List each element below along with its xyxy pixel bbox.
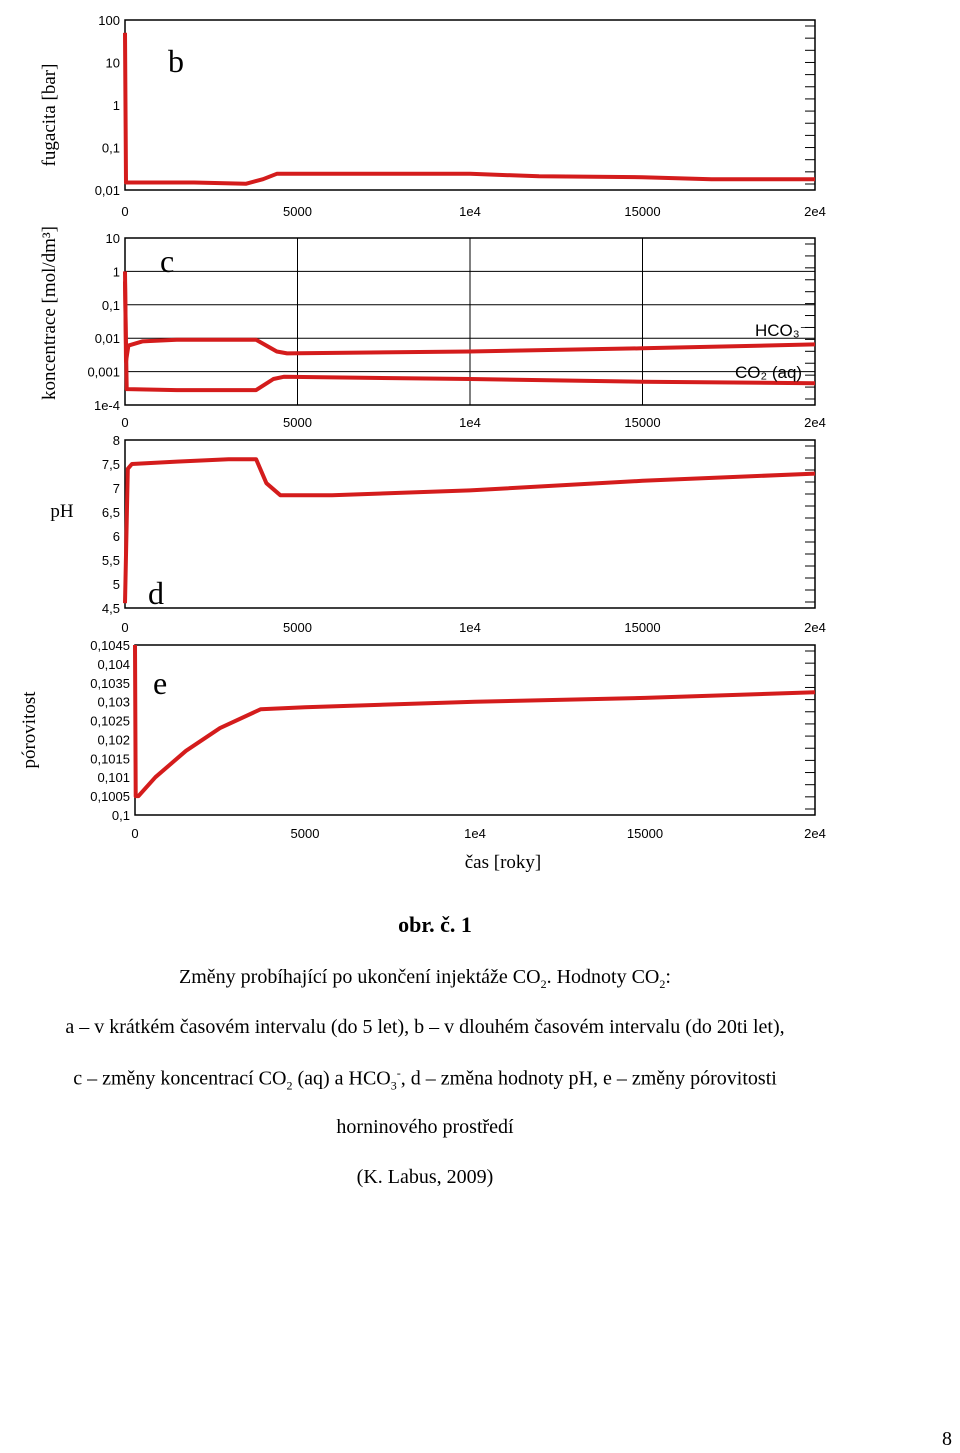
y-tick-label: 1 (112, 264, 120, 280)
panel-b-frame (125, 20, 815, 190)
x-axis-label: čas [roky] (464, 852, 542, 873)
y-tick-label: 100 (98, 13, 120, 28)
y-tick-label: 5 (112, 577, 120, 592)
y-tick-label: 0,001 (87, 364, 120, 380)
x-tick-label: 5000 (283, 620, 312, 635)
x-tick-label: 1e4 (459, 415, 481, 430)
figure-number: obr. č. 1 (398, 912, 472, 937)
caption-line-2: a – v krátkém časovém intervalu (do 5 let), b – v dlouhém časovém intervalu (do 20ti let), (65, 1016, 785, 1038)
y-tick-label: 6 (112, 529, 120, 544)
x-tick-label: 15000 (624, 204, 661, 219)
y-tick-label: 5,5 (101, 553, 120, 568)
panel-letter: c (160, 243, 175, 279)
x-tick-label: 0 (131, 826, 139, 841)
x-tick-label: 1e4 (464, 826, 486, 841)
y-axis-label: koncentrace [mol/dm³] (39, 226, 60, 400)
y-tick-label: 0,1015 (90, 751, 130, 767)
x-tick-label: 15000 (624, 620, 661, 635)
y-tick-label: 0,1035 (90, 675, 130, 691)
y-axis-label: pH (50, 501, 74, 522)
y-tick-label: 1e-4 (93, 398, 120, 413)
y-tick-label: 0,1025 (90, 713, 130, 729)
x-tick-label: 15000 (626, 826, 664, 841)
x-tick-label: 0 (121, 620, 129, 635)
y-tick-label: 1 (112, 98, 120, 113)
x-tick-label: 1e4 (459, 204, 481, 219)
x-tick-label: 5000 (290, 826, 320, 841)
series-label-co2aq: CO₂ (aq) (735, 363, 803, 382)
x-tick-label: 2e4 (804, 620, 826, 635)
y-tick-label: 8 (112, 433, 120, 448)
y-tick-label: 0,1 (101, 297, 120, 313)
series-label-hco3: HCO₃⁻ (755, 321, 809, 340)
y-tick-label: 0,01 (94, 331, 120, 347)
y-tick-label: 0,101 (97, 770, 130, 786)
caption-line-1: Změny probíhající po ukončení injektáže $CO_2$. Hodnoty $CO_2$: (179, 966, 671, 991)
y-tick-label: 6,5 (101, 505, 120, 520)
x-tick-label: 5000 (283, 204, 312, 219)
y-axis-label: fugacita [bar] (39, 63, 60, 167)
y-tick-label: 4,5 (101, 601, 120, 616)
panel-letter: b (168, 43, 184, 79)
x-tick-label: 2e4 (804, 826, 826, 841)
panel-e-frame (135, 645, 815, 815)
y-tick-label: 0,1 (101, 140, 120, 156)
panel-d-frame (125, 440, 815, 608)
caption-line-4: horninového prostředí (336, 1116, 514, 1138)
y-tick-label: 10 (105, 55, 120, 71)
x-tick-label: 15000 (624, 415, 661, 430)
y-tick-label: 0,103 (97, 694, 130, 710)
y-tick-label: 0,1005 (90, 789, 130, 805)
panel-letter: d (148, 575, 164, 611)
y-axis-label: pórovitost (19, 691, 40, 769)
x-tick-label: 5000 (283, 415, 312, 430)
y-tick-label: 7 (112, 481, 120, 496)
y-tick-label: 0,102 (97, 732, 130, 748)
caption-line-5: (K. Labus, 2009) (356, 1166, 494, 1188)
x-tick-label: 2e4 (804, 204, 826, 219)
y-tick-label: 0,01 (94, 183, 120, 198)
x-tick-label: 0 (121, 415, 129, 430)
y-tick-label: 0,104 (97, 656, 130, 672)
caption-line-3: c – změny koncentrací $CO_2$ (aq) a $HCO_3^-$, d – změna hodnoty pH, e – změny pórovitosti (73, 1066, 777, 1093)
x-tick-label: 2e4 (804, 415, 826, 430)
x-tick-label: 1e4 (459, 620, 481, 635)
page-number: 8 (942, 1428, 952, 1450)
y-tick-label: 10 (105, 231, 120, 246)
y-tick-label: 7,5 (101, 457, 120, 472)
y-tick-label: 0,1 (111, 808, 130, 823)
panel-letter: e (153, 665, 168, 701)
x-tick-label: 0 (121, 204, 129, 219)
y-tick-label: 0,1045 (90, 638, 130, 653)
